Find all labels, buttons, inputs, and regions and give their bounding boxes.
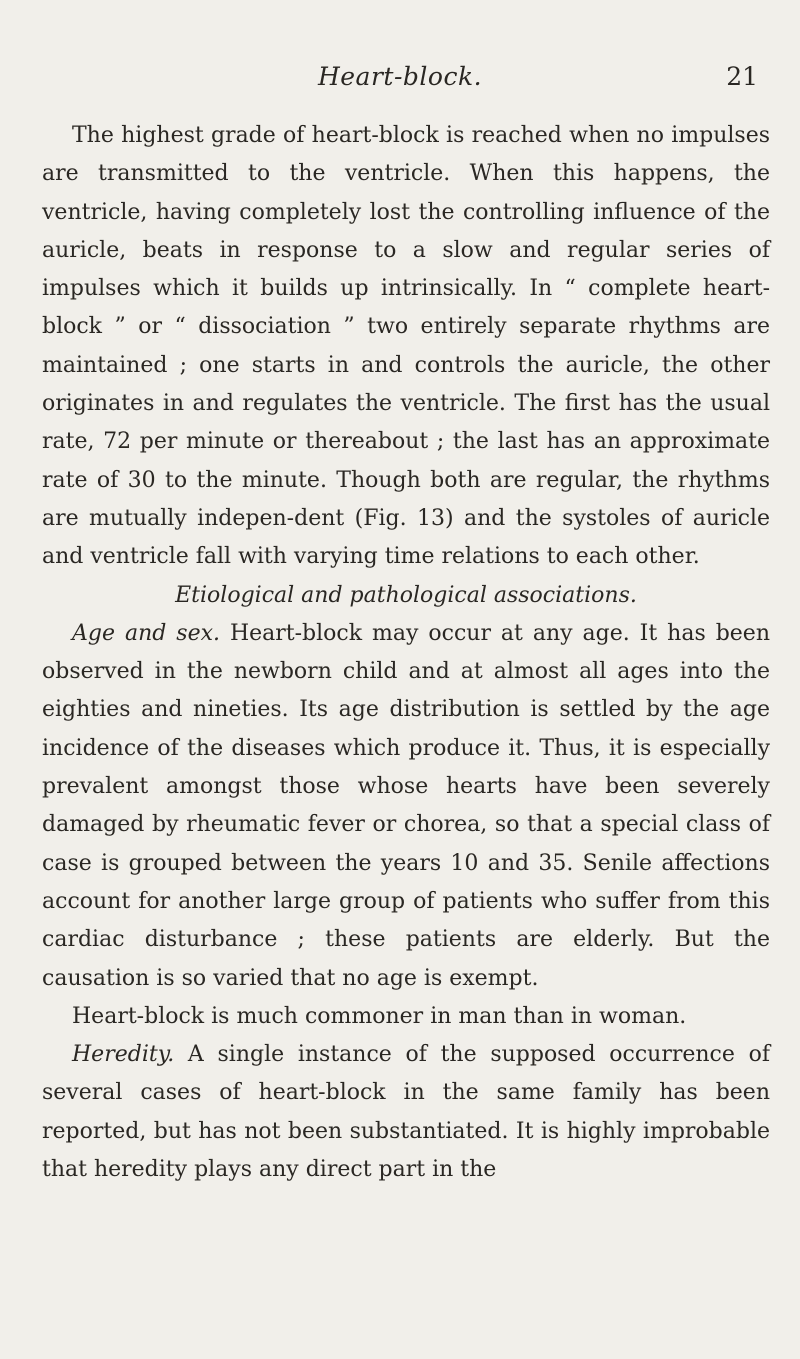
paragraph-text-age-and-sex: Heart-block may occur at any age. It has been observed in the newborn child and at almost all ages into the eighties and nineties. Its age distribution is settled by the age incidence of the diseases which produce it. Thus, it is especially prevalent amongst those whose hearts have been severely damaged by rheumatic fever or chorea, so that a special class of case is grouped between the years 10 and 35. Senile affections account for another large group of patients who suffer from this cardiac disturbance ; these patients are elderly. But the causation is so varied that no age is exempt.: [42, 620, 770, 991]
paragraph-lead-age-and-sex: Age and sex.: [72, 620, 220, 646]
section-heading: Etiological and pathological associations.: [175, 582, 637, 608]
running-title: Heart-block.: [317, 62, 483, 91]
paragraph-text-heredity: A single instance of the supposed occurrence of several cases of heart-block in the same family has been reported, but has not been substantiated. It is highly improbable that heredity plays any direct part in the: [42, 1042, 770, 1183]
paragraph-age-and-sex: [42, 615, 770, 998]
body-text: [42, 117, 770, 1189]
page-number: 21: [726, 62, 758, 91]
paragraph-lead-heredity: Heredity.: [72, 1042, 175, 1068]
paragraph-heredity: [42, 1036, 770, 1189]
paragraph-complete-heart-block: The highest grade of heart-block is reached when no impulses are transmitted to the ventricle. When this happens, the ventricle, having completely lost the controlling influence of the auricle, beats in response to a slow and regular series of impulses which it builds up intrinsically. In “ complete heart-block ” or “ dissociation ” two entirely separate rhythms are maintained ; one starts in and controls the auricle, the other originates in and regulates the ventricle. The first has the usual rate, 72 per minute or thereabout ; the last has an approximate rate of 30 to the minute. Though both are regular, the rhythms are mutually indepen-dent (Fig. 13) and the systoles of auricle and ventricle fall with varying time relations to each other.: [42, 123, 770, 570]
paragraph-sex-incidence: Heart-block is much commoner in man than in woman.: [72, 1003, 687, 1029]
page-header: [0, 62, 800, 102]
